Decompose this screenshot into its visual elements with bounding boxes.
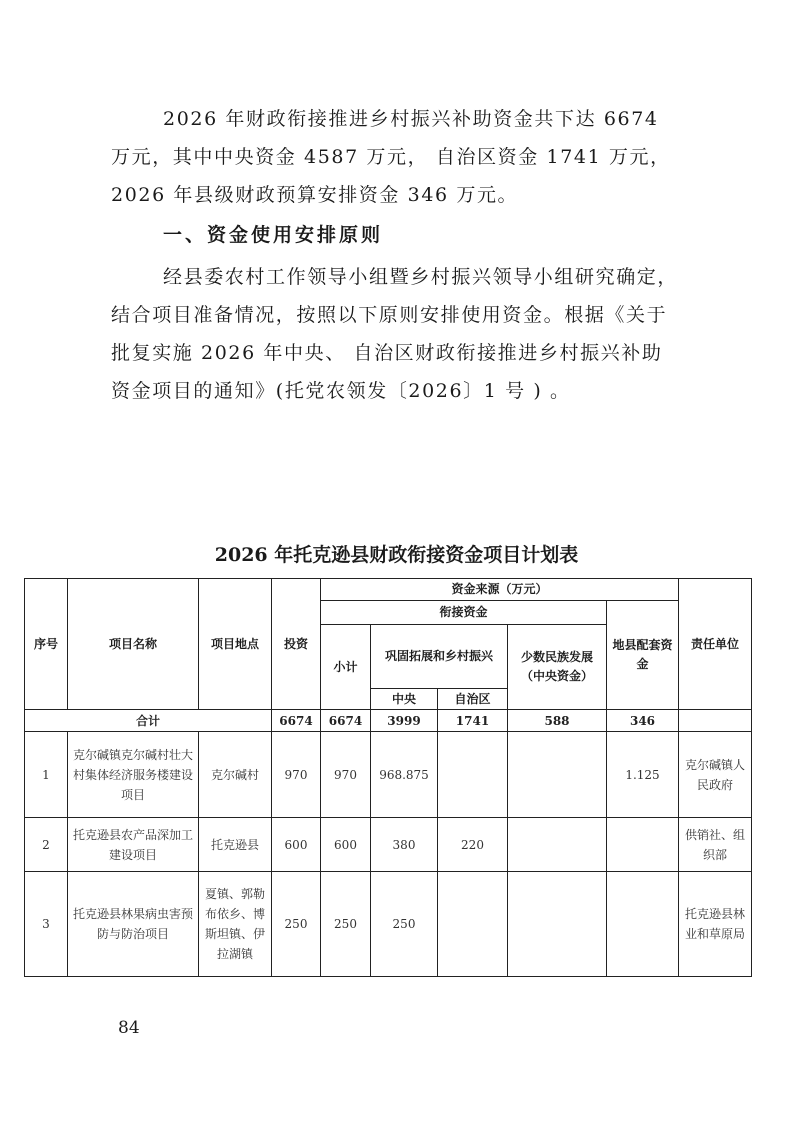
row-name: 托克逊县林果病虫害预防与防治项目: [68, 872, 199, 977]
row-autonomous: [438, 732, 508, 818]
total-investment: 6674: [272, 710, 321, 732]
total-subtotal: 6674: [321, 710, 371, 732]
header-fund-source: 资金来源（万元）: [321, 579, 679, 601]
row-local-match: [607, 818, 679, 872]
row-seq: 1: [25, 732, 68, 818]
row-autonomous: [438, 872, 508, 977]
row-subtotal: 600: [321, 818, 371, 872]
header-subtotal: 小计: [321, 625, 371, 710]
header-responsible: 责任单位: [679, 579, 752, 710]
row-minority: [508, 818, 607, 872]
row-minority: [508, 732, 607, 818]
row-location: 托克逊县: [199, 818, 272, 872]
intro-paragraph: 2026 年财政衔接推进乡村振兴补助资金共下达 6674 万元，其中中央资金 4587 万元， 自治区资金 1741 万元，2026 年县级财政预算安排资金 346 万元。: [111, 108, 671, 206]
header-linkage-fund: 衔接资金: [321, 601, 607, 625]
principle-paragraph: 经县委农村工作领导小组暨乡村振兴领导小组研究确定，结合项目准备情况，按照以下原则安排使用资金。根据《关于批复实施 2026 年中央、 自治区财政衔接推进乡村振兴补助资金项目的通知》(托党农领发〔2026〕1 号 ) 。: [111, 266, 679, 402]
row-central: 380: [371, 818, 438, 872]
row-subtotal: 970: [321, 732, 371, 818]
row-location: 克尔碱村: [199, 732, 272, 818]
row-local-match: 1.125: [607, 732, 679, 818]
total-local-match: 346: [607, 710, 679, 732]
total-label: 合计: [25, 710, 272, 732]
header-consolidate: 巩固拓展和乡村振兴: [371, 625, 508, 689]
row-name: 托克逊县农产品深加工建设项目: [68, 818, 199, 872]
total-central: 3999: [371, 710, 438, 732]
header-central: 中央: [371, 689, 438, 710]
row-investment: 250: [272, 872, 321, 977]
section-heading: 一、资金使用安排原则: [163, 224, 384, 246]
table-row: [25, 732, 752, 818]
row-central: 250: [371, 872, 438, 977]
row-responsible: 托克逊县林业和草原局: [679, 872, 752, 977]
row-investment: 600: [272, 818, 321, 872]
table-row: [25, 872, 752, 977]
header-seq: 序号: [25, 579, 68, 710]
total-autonomous: 1741: [438, 710, 508, 732]
row-local-match: [607, 872, 679, 977]
row-responsible: 供销社、组织部: [679, 818, 752, 872]
row-name: 克尔碱镇克尔碱村壮大村集体经济服务楼建设项目: [68, 732, 199, 818]
total-row: [25, 710, 752, 732]
row-location: 夏镇、郭勒布依乡、博斯坦镇、伊拉湖镇: [199, 872, 272, 977]
table-title: 2026 年托克逊县财政衔接资金项目计划表: [214, 544, 579, 566]
total-minority: 588: [508, 710, 607, 732]
header-name: 项目名称: [68, 579, 199, 710]
header-location: 项目地点: [199, 579, 272, 710]
row-responsible: 克尔碱镇人民政府: [679, 732, 752, 818]
row-central: 968.875: [371, 732, 438, 818]
total-responsible: [679, 710, 752, 732]
header-local-match: 地县配套资金: [607, 601, 679, 710]
row-investment: 970: [272, 732, 321, 818]
page-number: 84: [118, 1018, 140, 1038]
row-seq: 2: [25, 818, 68, 872]
header-autonomous: 自治区: [438, 689, 508, 710]
header-investment: 投资: [272, 579, 321, 710]
row-seq: 3: [25, 872, 68, 977]
project-plan-table: [24, 578, 752, 977]
row-minority: [508, 872, 607, 977]
table-row: [25, 818, 752, 872]
header-minority: 少数民族发展（中央资金）: [508, 625, 607, 710]
row-subtotal: 250: [321, 872, 371, 977]
row-autonomous: 220: [438, 818, 508, 872]
